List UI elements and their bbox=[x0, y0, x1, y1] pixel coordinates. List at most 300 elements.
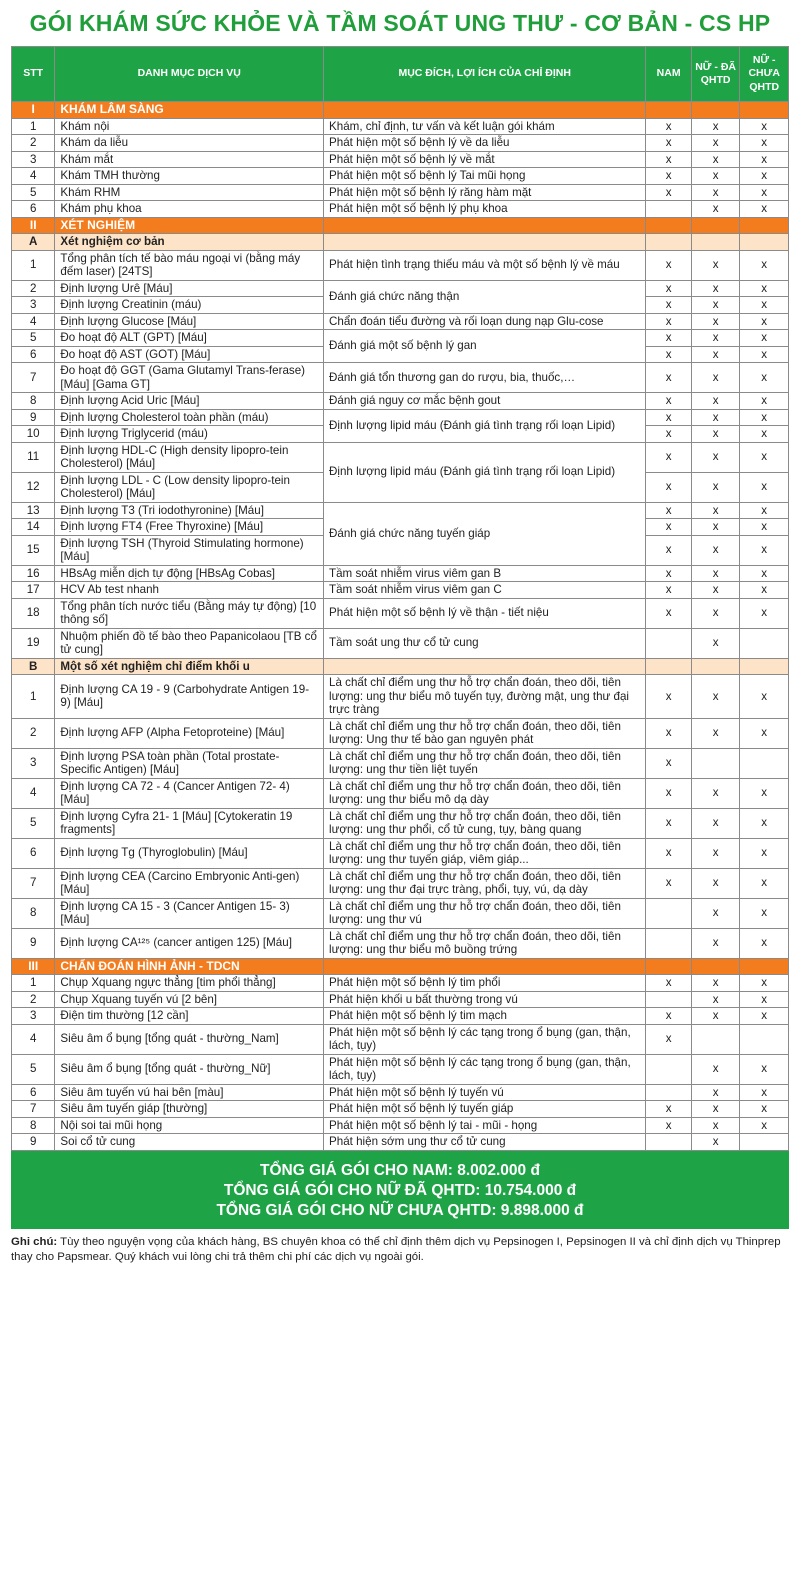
service-purpose: Phát hiện một số bệnh lý phụ khoa bbox=[324, 201, 646, 218]
mark-nam: x bbox=[646, 502, 691, 519]
header-stt: STT bbox=[12, 47, 55, 102]
section-empty-cell bbox=[646, 102, 691, 119]
mark-nam: x bbox=[646, 363, 691, 393]
row-number: 2 bbox=[12, 991, 55, 1008]
row-number: 4 bbox=[12, 313, 55, 330]
section-empty-cell bbox=[646, 658, 691, 675]
mark-nam: x bbox=[646, 975, 691, 992]
table-row bbox=[12, 898, 789, 928]
mark-nam: x bbox=[646, 346, 691, 363]
row-number: 19 bbox=[12, 628, 55, 658]
table-row bbox=[12, 184, 789, 201]
mark-nu-da-qhtd: x bbox=[691, 1134, 740, 1151]
section-empty-cell bbox=[691, 658, 740, 675]
mark-nam bbox=[646, 991, 691, 1008]
mark-nu-chua-qhtd: x bbox=[740, 1084, 789, 1101]
mark-nu-da-qhtd: x bbox=[691, 808, 740, 838]
section-empty-cell bbox=[691, 234, 740, 251]
mark-nu-da-qhtd: x bbox=[691, 118, 740, 135]
mark-nu-da-qhtd: x bbox=[691, 1054, 740, 1084]
service-purpose: Là chất chỉ điểm ung thư hỗ trợ chẩn đoán, theo dõi, tiên lượng: ung thư biểu mô buồng trứng bbox=[324, 928, 646, 958]
row-number: 5 bbox=[12, 808, 55, 838]
service-table bbox=[11, 46, 789, 1151]
mark-nam bbox=[646, 628, 691, 658]
row-number: 12 bbox=[12, 472, 55, 502]
row-number: 7 bbox=[12, 363, 55, 393]
mark-nu-da-qhtd: x bbox=[691, 442, 740, 472]
row-number: 9 bbox=[12, 928, 55, 958]
mark-nam: x bbox=[646, 675, 691, 719]
row-number: 1 bbox=[12, 250, 55, 280]
table-row bbox=[12, 1084, 789, 1101]
service-purpose: Là chất chỉ điểm ung thư hỗ trợ chẩn đoán, theo dõi, tiên lượng: ung thư biểu mô tuyến tụy, đường mật, ung thư đại trực tràng bbox=[324, 675, 646, 719]
table-row bbox=[12, 975, 789, 992]
subsection-row bbox=[12, 234, 789, 251]
header-purpose: MỤC ĐÍCH, LỢI ÍCH CỦA CHỈ ĐỊNH bbox=[324, 47, 646, 102]
section-number: II bbox=[12, 217, 55, 234]
mark-nu-da-qhtd: x bbox=[691, 168, 740, 185]
service-name: Khám nội bbox=[55, 118, 324, 135]
row-number: 16 bbox=[12, 565, 55, 582]
mark-nu-chua-qhtd: x bbox=[740, 975, 789, 992]
section-empty-cell bbox=[740, 958, 789, 975]
table-row bbox=[12, 409, 789, 426]
section-empty-cell bbox=[324, 102, 646, 119]
mark-nu-chua-qhtd: x bbox=[740, 778, 789, 808]
service-name: Đo hoạt độ ALT (GPT) [Máu] bbox=[55, 330, 324, 347]
service-purpose: Phát hiện một số bệnh lý Tai mũi họng bbox=[324, 168, 646, 185]
mark-nam: x bbox=[646, 313, 691, 330]
service-purpose: Là chất chỉ điểm ung thư hỗ trợ chẩn đoán, theo dõi, tiên lượng: ung thư tuyến giáp, viêm giáp... bbox=[324, 838, 646, 868]
row-number: 18 bbox=[12, 598, 55, 628]
service-purpose: Phát hiện sớm ung thư cổ tử cung bbox=[324, 1134, 646, 1151]
mark-nam: x bbox=[646, 535, 691, 565]
service-name: Định lượng Cyfra 21- 1 [Máu] [Cytokeratin 19 fragments] bbox=[55, 808, 324, 838]
service-name: Định lượng AFP (Alpha Fetoproteine) [Máu] bbox=[55, 718, 324, 748]
mark-nam: x bbox=[646, 565, 691, 582]
mark-nu-chua-qhtd: x bbox=[740, 168, 789, 185]
service-purpose: Phát hiện một số bệnh lý tai - mũi - họng bbox=[324, 1117, 646, 1134]
mark-nu-da-qhtd: x bbox=[691, 151, 740, 168]
row-number: 2 bbox=[12, 135, 55, 152]
mark-nu-chua-qhtd: x bbox=[740, 838, 789, 868]
mark-nu-chua-qhtd: x bbox=[740, 472, 789, 502]
mark-nu-da-qhtd: x bbox=[691, 330, 740, 347]
section-empty-cell bbox=[740, 102, 789, 119]
service-purpose: Là chất chỉ điểm ung thư hỗ trợ chẩn đoán, theo dõi, tiên lượng: ung thư tiền liệt tuyến bbox=[324, 748, 646, 778]
service-name: Khám TMH thường bbox=[55, 168, 324, 185]
mark-nam: x bbox=[646, 297, 691, 314]
mark-nu-da-qhtd: x bbox=[691, 1101, 740, 1118]
mark-nam: x bbox=[646, 598, 691, 628]
service-purpose: Phát hiện một số bệnh lý về mắt bbox=[324, 151, 646, 168]
mark-nu-da-qhtd: x bbox=[691, 1084, 740, 1101]
mark-nu-da-qhtd: x bbox=[691, 628, 740, 658]
mark-nam bbox=[646, 898, 691, 928]
row-number: 2 bbox=[12, 718, 55, 748]
mark-nam: x bbox=[646, 808, 691, 838]
mark-nam: x bbox=[646, 748, 691, 778]
row-number: 5 bbox=[12, 1054, 55, 1084]
service-name: Định lượng Glucose [Máu] bbox=[55, 313, 324, 330]
row-number: 14 bbox=[12, 519, 55, 536]
section-title: Một số xét nghiệm chỉ điểm khối u bbox=[55, 658, 324, 675]
subsection-row bbox=[12, 658, 789, 675]
mark-nam: x bbox=[646, 135, 691, 152]
section-empty-cell bbox=[324, 658, 646, 675]
mark-nu-da-qhtd: x bbox=[691, 297, 740, 314]
section-empty-cell bbox=[691, 102, 740, 119]
mark-nu-chua-qhtd: x bbox=[740, 363, 789, 393]
service-purpose: Là chất chỉ điểm ung thư hỗ trợ chẩn đoán, theo dõi, tiên lượng: Ung thư tế bào gan nguyên phát bbox=[324, 718, 646, 748]
service-purpose: Phát hiện tình trạng thiếu máu và một số bệnh lý về máu bbox=[324, 250, 646, 280]
mark-nu-da-qhtd: x bbox=[691, 280, 740, 297]
table-row bbox=[12, 118, 789, 135]
mark-nam: x bbox=[646, 1117, 691, 1134]
section-empty-cell bbox=[691, 217, 740, 234]
service-name: Tổng phân tích tế bào máu ngoại vi (bằng máy đếm laser) [24TS] bbox=[55, 250, 324, 280]
table-row bbox=[12, 868, 789, 898]
mark-nu-chua-qhtd: x bbox=[740, 118, 789, 135]
mark-nu-da-qhtd: x bbox=[691, 991, 740, 1008]
mark-nu-da-qhtd: x bbox=[691, 1008, 740, 1025]
mark-nu-da-qhtd: x bbox=[691, 582, 740, 599]
service-name: Khám mắt bbox=[55, 151, 324, 168]
section-number: III bbox=[12, 958, 55, 975]
table-row bbox=[12, 598, 789, 628]
row-number: 7 bbox=[12, 1101, 55, 1118]
service-purpose: Đánh giá chức năng thận bbox=[324, 280, 646, 313]
row-number: 6 bbox=[12, 1084, 55, 1101]
mark-nu-chua-qhtd: x bbox=[740, 1117, 789, 1134]
service-purpose: Định lượng lipid máu (Đánh giá tình trạng rối loạn Lipid) bbox=[324, 442, 646, 502]
row-number: 8 bbox=[12, 1117, 55, 1134]
service-name: Định lượng Creatinin (máu) bbox=[55, 297, 324, 314]
mark-nam bbox=[646, 928, 691, 958]
mark-nu-da-qhtd: x bbox=[691, 838, 740, 868]
table-row bbox=[12, 363, 789, 393]
table-row bbox=[12, 1054, 789, 1084]
footnote-label: Ghi chú: bbox=[11, 1235, 58, 1248]
row-number: 5 bbox=[12, 330, 55, 347]
service-name: Định lượng CA 19 - 9 (Carbohydrate Antigen 19-9) [Máu] bbox=[55, 675, 324, 719]
service-name: Khám phụ khoa bbox=[55, 201, 324, 218]
row-number: 4 bbox=[12, 168, 55, 185]
service-name: Đo hoạt độ AST (GOT) [Máu] bbox=[55, 346, 324, 363]
mark-nu-da-qhtd: x bbox=[691, 393, 740, 410]
service-name: Định lượng TSH (Thyroid Stimulating hormone) [Máu] bbox=[55, 535, 324, 565]
mark-nam: x bbox=[646, 330, 691, 347]
row-number: 6 bbox=[12, 838, 55, 868]
mark-nu-chua-qhtd: x bbox=[740, 565, 789, 582]
mark-nam bbox=[646, 1084, 691, 1101]
section-row bbox=[12, 217, 789, 234]
service-name: Nhuộm phiến đồ tế bào theo Papanicolaou [TB cổ tử cung] bbox=[55, 628, 324, 658]
header-nu-chua-qhtd: NỮ - CHƯA QHTD bbox=[740, 47, 789, 102]
service-name: Siêu âm tuyến vú hai bên [màu] bbox=[55, 1084, 324, 1101]
mark-nu-chua-qhtd: x bbox=[740, 184, 789, 201]
mark-nam: x bbox=[646, 1008, 691, 1025]
service-purpose: Tầm soát nhiễm virus viêm gan C bbox=[324, 582, 646, 599]
mark-nam: x bbox=[646, 250, 691, 280]
table-row bbox=[12, 313, 789, 330]
mark-nu-chua-qhtd: x bbox=[740, 928, 789, 958]
mark-nu-chua-qhtd: x bbox=[740, 598, 789, 628]
section-row bbox=[12, 102, 789, 119]
service-name: Siêu âm ổ bụng [tổng quát - thường_Nữ] bbox=[55, 1054, 324, 1084]
service-name: Khám RHM bbox=[55, 184, 324, 201]
mark-nu-chua-qhtd: x bbox=[740, 808, 789, 838]
service-name: Định lượng Cholesterol toàn phần (máu) bbox=[55, 409, 324, 426]
service-purpose: Là chất chỉ điểm ung thư hỗ trợ chẩn đoán, theo dõi, tiên lượng: ung thư phổi, cổ tử cung, tụy, bàng quang bbox=[324, 808, 646, 838]
mark-nu-da-qhtd: x bbox=[691, 502, 740, 519]
section-empty-cell bbox=[646, 217, 691, 234]
row-number: 9 bbox=[12, 409, 55, 426]
row-number: 3 bbox=[12, 1008, 55, 1025]
mark-nu-da-qhtd: x bbox=[691, 426, 740, 443]
mark-nu-chua-qhtd: x bbox=[740, 991, 789, 1008]
mark-nu-da-qhtd: x bbox=[691, 184, 740, 201]
section-number: I bbox=[12, 102, 55, 119]
mark-nu-da-qhtd: x bbox=[691, 519, 740, 536]
service-purpose: Khám, chỉ định, tư vấn và kết luận gói khám bbox=[324, 118, 646, 135]
price-nam: TỔNG GIÁ GÓI CHO NAM: 8.002.000 đ bbox=[260, 1161, 540, 1179]
mark-nu-chua-qhtd: x bbox=[740, 442, 789, 472]
price-nu-chua-qhtd: TỔNG GIÁ GÓI CHO NỮ CHƯA QHTD: 9.898.000 đ bbox=[216, 1201, 584, 1219]
table-row bbox=[12, 393, 789, 410]
mark-nu-chua-qhtd: x bbox=[740, 250, 789, 280]
service-purpose: Phát hiện một số bệnh lý răng hàm mặt bbox=[324, 184, 646, 201]
table-row bbox=[12, 330, 789, 347]
table-row bbox=[12, 1101, 789, 1118]
mark-nu-da-qhtd: x bbox=[691, 201, 740, 218]
row-number: 6 bbox=[12, 201, 55, 218]
mark-nu-chua-qhtd bbox=[740, 628, 789, 658]
header-service: DANH MỤC DỊCH VỤ bbox=[55, 47, 324, 102]
row-number: 1 bbox=[12, 118, 55, 135]
table-row bbox=[12, 928, 789, 958]
table-row bbox=[12, 1008, 789, 1025]
service-purpose: Đánh giá một số bệnh lý gan bbox=[324, 330, 646, 363]
row-number: 6 bbox=[12, 346, 55, 363]
service-purpose: Phát hiện một số bệnh lý về da liễu bbox=[324, 135, 646, 152]
row-number: 4 bbox=[12, 1024, 55, 1054]
service-purpose: Đánh giá tổn thương gan do rượu, bia, thuốc,… bbox=[324, 363, 646, 393]
mark-nam: x bbox=[646, 582, 691, 599]
mark-nu-chua-qhtd: x bbox=[740, 535, 789, 565]
footnote bbox=[11, 1229, 789, 1265]
mark-nu-chua-qhtd: x bbox=[740, 1101, 789, 1118]
service-name: Định lượng Urê [Máu] bbox=[55, 280, 324, 297]
mark-nam: x bbox=[646, 519, 691, 536]
service-name: Định lượng T3 (Tri iodothyronine) [Máu] bbox=[55, 502, 324, 519]
mark-nu-chua-qhtd: x bbox=[740, 280, 789, 297]
price-nu-da-qhtd: TỔNG GIÁ GÓI CHO NỮ ĐÃ QHTD: 10.754.000 đ bbox=[223, 1181, 577, 1199]
service-name: Định lượng LDL - C (Low density lipopro-tein Cholesterol) [Máu] bbox=[55, 472, 324, 502]
service-name: Định lượng Acid Uric [Máu] bbox=[55, 393, 324, 410]
mark-nu-chua-qhtd: x bbox=[740, 151, 789, 168]
mark-nu-chua-qhtd: x bbox=[740, 426, 789, 443]
service-name: Khám da liễu bbox=[55, 135, 324, 152]
service-name: Định lượng CA¹²⁵ (cancer antigen 125) [Máu] bbox=[55, 928, 324, 958]
service-name: Siêu âm ổ bụng [tổng quát - thường_Nam] bbox=[55, 1024, 324, 1054]
mark-nu-chua-qhtd: x bbox=[740, 1008, 789, 1025]
table-row bbox=[12, 201, 789, 218]
service-name: Chụp Xquang ngực thẳng [tim phổi thẳng] bbox=[55, 975, 324, 992]
service-purpose: Định lượng lipid máu (Đánh giá tình trạng rối loạn Lipid) bbox=[324, 409, 646, 442]
page-title: GÓI KHÁM SỨC KHỎE VÀ TẦM SOÁT UNG THƯ - CƠ BẢN - CS HP bbox=[29, 10, 771, 36]
section-number: A bbox=[12, 234, 55, 251]
header-nam: NAM bbox=[646, 47, 691, 102]
row-number: 3 bbox=[12, 151, 55, 168]
service-name: Định lượng PSA toàn phần (Total prostate-Specific Antigen) [Máu] bbox=[55, 748, 324, 778]
mark-nam: x bbox=[646, 118, 691, 135]
mark-nu-chua-qhtd: x bbox=[740, 519, 789, 536]
mark-nu-chua-qhtd: x bbox=[740, 393, 789, 410]
service-purpose: Phát hiện một số bệnh lý tuyến giáp bbox=[324, 1101, 646, 1118]
service-name: Nội soi tai mũi họng bbox=[55, 1117, 324, 1134]
table-row bbox=[12, 582, 789, 599]
mark-nu-chua-qhtd: x bbox=[740, 898, 789, 928]
section-title: XÉT NGHIỆM bbox=[55, 217, 324, 234]
mark-nu-chua-qhtd: x bbox=[740, 409, 789, 426]
mark-nu-da-qhtd: x bbox=[691, 565, 740, 582]
row-number: 13 bbox=[12, 502, 55, 519]
service-name: Chụp Xquang tuyến vú [2 bên] bbox=[55, 991, 324, 1008]
service-name: Định lượng HDL-C (High density lipopro-tein Cholesterol) [Máu] bbox=[55, 442, 324, 472]
service-purpose: Là chất chỉ điểm ung thư hỗ trợ chẩn đoán, theo dõi, tiên lượng: ung thư biểu mô dạ dày bbox=[324, 778, 646, 808]
service-name: Định lượng Triglycerid (máu) bbox=[55, 426, 324, 443]
mark-nu-chua-qhtd: x bbox=[740, 297, 789, 314]
mark-nu-da-qhtd: x bbox=[691, 535, 740, 565]
mark-nu-da-qhtd: x bbox=[691, 135, 740, 152]
mark-nu-chua-qhtd: x bbox=[740, 502, 789, 519]
mark-nam: x bbox=[646, 442, 691, 472]
table-row bbox=[12, 838, 789, 868]
service-purpose: Phát hiện một số bệnh lý về thận - tiết niệu bbox=[324, 598, 646, 628]
service-purpose: Đánh giá chức năng tuyến giáp bbox=[324, 502, 646, 565]
row-number: 3 bbox=[12, 297, 55, 314]
service-name: Tổng phân tích nước tiểu (Bằng máy tự động) [10 thông số] bbox=[55, 598, 324, 628]
table-row bbox=[12, 1024, 789, 1054]
row-number: 2 bbox=[12, 280, 55, 297]
mark-nu-chua-qhtd bbox=[740, 1134, 789, 1151]
mark-nam: x bbox=[646, 778, 691, 808]
mark-nu-da-qhtd bbox=[691, 748, 740, 778]
section-empty-cell bbox=[646, 958, 691, 975]
service-name: Định lượng CA 72 - 4 (Cancer Antigen 72- 4) [Máu] bbox=[55, 778, 324, 808]
mark-nu-chua-qhtd: x bbox=[740, 868, 789, 898]
mark-nam: x bbox=[646, 1101, 691, 1118]
row-number: 15 bbox=[12, 535, 55, 565]
mark-nu-chua-qhtd: x bbox=[740, 675, 789, 719]
section-empty-cell bbox=[324, 217, 646, 234]
mark-nu-chua-qhtd: x bbox=[740, 582, 789, 599]
mark-nu-da-qhtd: x bbox=[691, 409, 740, 426]
row-number: 10 bbox=[12, 426, 55, 443]
table-row bbox=[12, 250, 789, 280]
section-title: Xét nghiệm cơ bản bbox=[55, 234, 324, 251]
section-row bbox=[12, 958, 789, 975]
mark-nam: x bbox=[646, 1024, 691, 1054]
section-empty-cell bbox=[740, 234, 789, 251]
mark-nu-da-qhtd: x bbox=[691, 675, 740, 719]
row-number: 7 bbox=[12, 868, 55, 898]
section-empty-cell bbox=[691, 958, 740, 975]
table-row bbox=[12, 502, 789, 519]
mark-nam bbox=[646, 201, 691, 218]
section-number: B bbox=[12, 658, 55, 675]
mark-nam: x bbox=[646, 393, 691, 410]
service-purpose: Là chất chỉ điểm ung thư hỗ trợ chẩn đoán, theo dõi, tiên lượng: ung thư đại trực tràng, phổi, tụy, vú, dạ dày bbox=[324, 868, 646, 898]
section-empty-cell bbox=[324, 958, 646, 975]
table-row bbox=[12, 151, 789, 168]
service-name: HCV Ab test nhanh bbox=[55, 582, 324, 599]
mark-nu-da-qhtd bbox=[691, 1024, 740, 1054]
service-purpose: Phát hiện một số bệnh lý các tạng trong ổ bụng (gan, thận, lách, tụy) bbox=[324, 1024, 646, 1054]
service-name: Định lượng Tg (Thyroglobulin) [Máu] bbox=[55, 838, 324, 868]
footnote-text: Tùy theo nguyện vọng của khách hàng, BS chuyên khoa có thể chỉ định thêm dịch vụ Pepsinogen I, Pepsinogen II và chỉ định dịch vụ Thinprep thay cho Papsmear. Quý khách vui lòng chi trả thêm chi phí các dịch vụ ngoài gói. bbox=[11, 1235, 781, 1263]
mark-nu-da-qhtd: x bbox=[691, 313, 740, 330]
table-row bbox=[12, 718, 789, 748]
mark-nu-da-qhtd: x bbox=[691, 928, 740, 958]
service-name: HBsAg miễn dịch tự động [HBsAg Cobas] bbox=[55, 565, 324, 582]
section-title: KHÁM LÂM SÀNG bbox=[55, 102, 324, 119]
table-row bbox=[12, 675, 789, 719]
table-row bbox=[12, 808, 789, 838]
mark-nu-da-qhtd: x bbox=[691, 346, 740, 363]
mark-nam: x bbox=[646, 426, 691, 443]
mark-nam: x bbox=[646, 868, 691, 898]
service-name: Điện tim thường [12 cần] bbox=[55, 1008, 324, 1025]
service-purpose: Phát hiện một số bệnh lý tim mạch bbox=[324, 1008, 646, 1025]
row-number: 17 bbox=[12, 582, 55, 599]
mark-nu-chua-qhtd: x bbox=[740, 718, 789, 748]
table-row bbox=[12, 628, 789, 658]
service-purpose: Tầm soát ung thư cổ tử cung bbox=[324, 628, 646, 658]
mark-nu-da-qhtd: x bbox=[691, 975, 740, 992]
mark-nu-chua-qhtd bbox=[740, 1024, 789, 1054]
service-purpose: Phát hiện khối u bất thường trong vú bbox=[324, 991, 646, 1008]
mark-nam: x bbox=[646, 168, 691, 185]
mark-nu-da-qhtd: x bbox=[691, 778, 740, 808]
table-row bbox=[12, 1134, 789, 1151]
table-row bbox=[12, 1117, 789, 1134]
section-empty-cell bbox=[646, 234, 691, 251]
row-number: 11 bbox=[12, 442, 55, 472]
table-row bbox=[12, 280, 789, 297]
service-purpose: Là chất chỉ điểm ung thư hỗ trợ chẩn đoán, theo dõi, tiên lượng: ung thư vú bbox=[324, 898, 646, 928]
service-name: Siêu âm tuyến giáp [thường] bbox=[55, 1101, 324, 1118]
table-row bbox=[12, 442, 789, 472]
mark-nu-chua-qhtd: x bbox=[740, 1054, 789, 1084]
row-number: 3 bbox=[12, 748, 55, 778]
mark-nu-da-qhtd: x bbox=[691, 718, 740, 748]
mark-nam: x bbox=[646, 472, 691, 502]
service-name: Định lượng FT4 (Free Thyroxine) [Máu] bbox=[55, 519, 324, 536]
row-number: 9 bbox=[12, 1134, 55, 1151]
table-row bbox=[12, 565, 789, 582]
section-empty-cell bbox=[740, 217, 789, 234]
row-number: 4 bbox=[12, 778, 55, 808]
table-row bbox=[12, 168, 789, 185]
service-purpose: Đánh giá nguy cơ mắc bệnh gout bbox=[324, 393, 646, 410]
service-name: Định lượng CA 15 - 3 (Cancer Antigen 15- 3) [Máu] bbox=[55, 898, 324, 928]
section-title: CHẨN ĐOÁN HÌNH ẢNH - TDCN bbox=[55, 958, 324, 975]
row-number: 8 bbox=[12, 898, 55, 928]
mark-nu-chua-qhtd: x bbox=[740, 201, 789, 218]
mark-nam: x bbox=[646, 151, 691, 168]
